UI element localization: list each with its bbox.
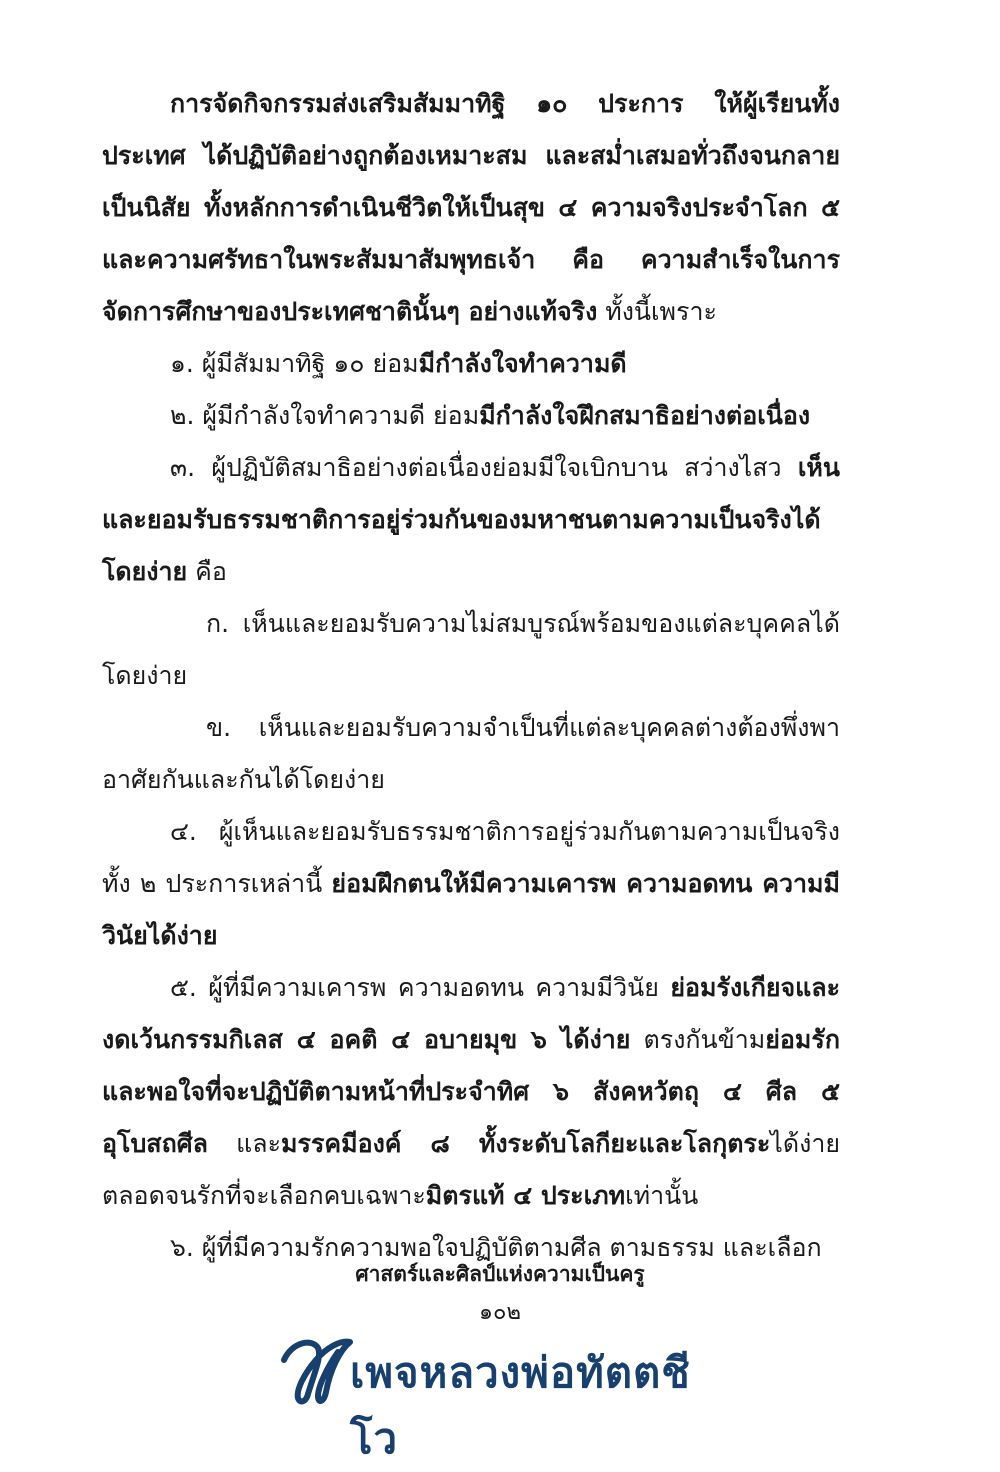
list-item-4: [102, 806, 840, 962]
item-5-bold-d: มิตรแท้ ๔ ประเภท: [425, 1181, 626, 1210]
item-1-bold: มีกำลังใจทำความดี: [418, 349, 627, 378]
item-5-text-d: ได้ง่ายตลอดจนรักที่จะเลือกคบเฉพาะ: [102, 1129, 840, 1210]
item-5-text-c: และ: [236, 1129, 282, 1158]
item-5-text-e: เท่านั้น: [625, 1181, 699, 1210]
item-5-text: ๕. ผู้ที่มีความเคารพ ความอดทน ความมีวินัย: [170, 973, 659, 1002]
list-item-3: [102, 442, 840, 598]
item-4-text: ๔. ผู้เห็นและยอมรับธรรมชาติการอยู่ร่วมกันตามความเป็นจริงทั้ง ๒ ประการเหล่านี้: [102, 817, 840, 898]
footer-book-title: ศาสตร์และศิลป์แห่งความเป็นครู: [355, 1262, 645, 1286]
brand-name: เพจหลวงพ่อทัตตชีโว: [350, 1348, 691, 1463]
brand-mark-icon: [278, 1330, 358, 1410]
item-5-text-b: ตรงกันข้าม: [643, 1025, 766, 1054]
sub-item-b: [102, 702, 840, 806]
list-item-2: [102, 390, 840, 442]
sub-item-a: [102, 598, 840, 702]
document-body: [102, 78, 840, 1274]
sub-item-b-text: ข. เห็นและยอมรับความจำเป็นที่แต่ละบุคคลต่างต้องพึ่งพาอาศัยกันและกันได้โดยง่าย: [102, 713, 840, 794]
item-5-bold-a: ย่อมรังเกียจและงดเว้นกรรมกิเลส ๔ อคติ ๔ อบายมุข ๖ ได้ง่าย: [102, 973, 840, 1054]
brand-logo: [278, 1330, 738, 1463]
intro-tail-text: ทั้งนี้เพราะ: [605, 297, 717, 326]
item-5-bold-c: มรรคมีองค์ ๘ ทั้งระดับโลกียะและโลกุตระ: [281, 1129, 771, 1158]
item-2-bold: มีกำลังใจฝึกสมาธิอย่างต่อเนื่อง: [479, 401, 811, 430]
item-1-text: ๑. ผู้มีสัมมาทิฐิ ๑๐ ย่อม: [170, 349, 419, 378]
paragraph-intro: [102, 78, 840, 338]
sub-item-a-text: ก. เห็นและยอมรับความไม่สมบูรณ์พร้อมของแต่ละบุคคลได้โดยง่าย: [102, 609, 840, 690]
item-4-bold: ย่อมฝึกตนให้มีความเคารพ ความอดทน ความมีวินัยได้ง่าย: [102, 869, 840, 950]
list-item-1: [102, 338, 840, 390]
intro-bold-text: การจัดกิจกรรมส่งเสริมสัมมาทิฐิ ๑๐ ประการ ให้ผู้เรียนทั้งประเทศ ได้ปฏิบัติอย่างถูกต้องเหมาะสม และสม่ำเสมอทั่วถึงจนกลายเป็นนิสัย ทั้งหลักการดำเนินชีวิตให้เป็นสุข ๔ ความจริงประจำโลก ๕ และความศรัทธาในพระสัมมาสัมพุทธเจ้า คือ ความสำเร็จในการจัดการศึกษาของประเทศชาตินั้นๆ อย่างแท้จริง: [102, 89, 840, 326]
item-3-tail: คือ: [195, 557, 227, 586]
page-number: ๑๐๒: [479, 1300, 521, 1325]
item-2-text: ๒. ผู้มีกำลังใจทำความดี ย่อม: [170, 401, 480, 430]
item-3-bold: เห็นและยอมรับธรรมชาติการอยู่ร่วมกันของมหาชนตามความเป็นจริงได้โดยง่าย: [102, 453, 840, 586]
list-item-5: [102, 962, 840, 1222]
item-6-text: ๖. ผู้ที่มีความรักความพอใจปฏิบัติตามศีล ตามธรรม และเลือก: [170, 1233, 822, 1262]
item-5-bold-b: ย่อมรักและพอใจที่จะปฏิบัติตามหน้าที่ประจำทิศ ๖ สังคหวัตถุ ๔ ศีล ๕ อุโบสถศีล: [102, 1025, 840, 1158]
item-3-text: ๓. ผู้ปฏิบัติสมาธิอย่างต่อเนื่องย่อมมีใจเบิกบาน สว่างไสว: [170, 453, 782, 482]
